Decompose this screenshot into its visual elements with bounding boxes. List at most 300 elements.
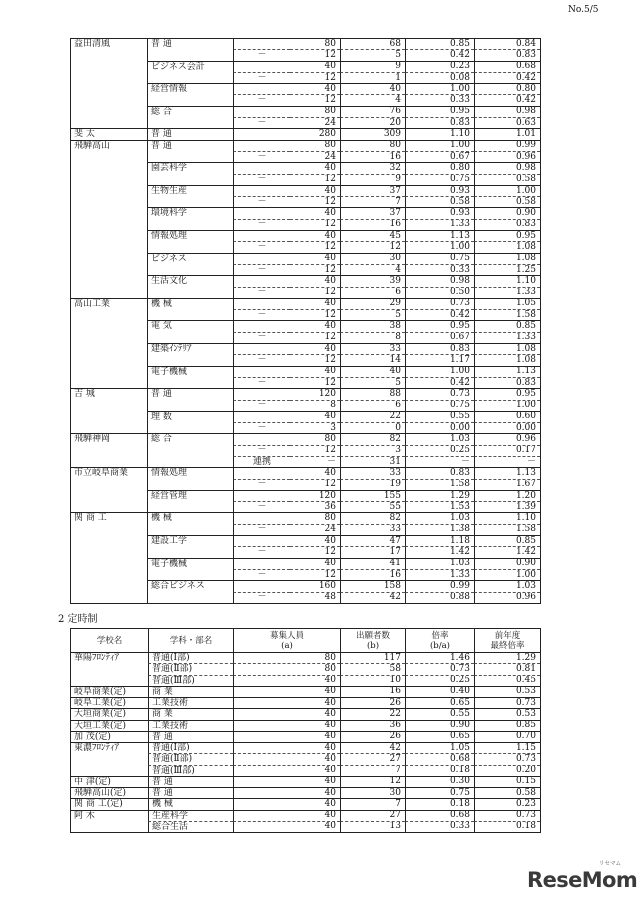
school-name-cell: 岐阜商業(定) (70, 686, 148, 697)
applicants-cell: 1 (340, 72, 405, 83)
department-cell: 普通(Ⅱ部) (148, 663, 233, 674)
prev-ratio-cell: 0.96 (474, 592, 540, 603)
capacity-cell: 40 (290, 61, 340, 72)
mark-cell (233, 128, 290, 139)
prev-ratio-cell: 1.05 (474, 298, 540, 309)
applicants-cell: 26 (340, 731, 405, 742)
applicants-cell: 29 (340, 298, 405, 309)
applicants-cell: 31 (340, 456, 405, 467)
prev-ratio-cell: 1.15 (474, 742, 540, 753)
ratio-cell: 0.68 (405, 753, 474, 764)
ratio-cell: 0.67 (405, 151, 474, 162)
applicants-cell: 10 (340, 675, 405, 686)
capacity-cell: 120 (290, 388, 340, 399)
capacity-cell: 12 (290, 174, 340, 185)
mark-cell: － (233, 479, 290, 490)
prev-ratio-cell: 0.23 (474, 798, 540, 809)
header-applicants (340, 628, 405, 652)
prev-ratio-cell: － (474, 456, 540, 467)
capacity-cell: 40 (290, 298, 340, 309)
ratio-cell: 0.23 (405, 61, 474, 72)
applicants-cell: 16 (340, 151, 405, 162)
table-body (70, 652, 540, 832)
capacity-cell: 80 (233, 652, 340, 663)
ratio-cell: 1.03 (405, 512, 474, 523)
mark-cell: － (233, 445, 290, 456)
prev-ratio-cell: 1.39 (474, 501, 540, 512)
table-row (70, 298, 540, 309)
school-name-cell: 斐 太 (70, 128, 147, 139)
prev-ratio-cell: 0.60 (474, 411, 540, 422)
ratio-cell: 0.67 (405, 332, 474, 343)
mark-cell (233, 207, 290, 218)
capacity-cell: 12 (290, 354, 340, 365)
prev-ratio-cell: 0.98 (474, 162, 540, 173)
ratio-cell: 1.33 (405, 219, 474, 230)
prev-ratio-cell: 0.15 (474, 776, 540, 787)
prev-ratio-cell: 1.08 (474, 343, 540, 354)
prev-ratio-cell: 1.08 (474, 241, 540, 252)
prev-ratio-cell: 1.58 (474, 524, 540, 535)
ratio-cell: 1.05 (405, 742, 474, 753)
mark-cell: － (233, 569, 290, 580)
mark-cell: － (233, 49, 290, 60)
table-row (70, 128, 540, 139)
applicants-cell: 41 (340, 558, 405, 569)
table-row (70, 708, 540, 719)
capacity-cell: 40 (290, 275, 340, 286)
applicants-cell: 3 (340, 445, 405, 456)
school-name-cell: 岐阜工業(定) (70, 697, 148, 708)
prev-ratio-cell: 0.53 (474, 708, 540, 719)
ratio-cell: 0.88 (405, 592, 474, 603)
department-cell: 情報処理 (147, 230, 233, 253)
capacity-cell: － (290, 456, 340, 467)
header-capacity (233, 628, 340, 652)
capacity-cell: 12 (290, 309, 340, 320)
capacity-cell: 40 (233, 765, 340, 776)
prev-ratio-cell: 0.73 (474, 810, 540, 821)
department-cell: 総 合 (147, 106, 233, 129)
ratio-cell: 1.00 (405, 140, 474, 151)
prev-ratio-cell: 1.67 (474, 479, 540, 490)
ratio-cell: 0.55 (405, 708, 474, 719)
mark-cell: － (233, 524, 290, 535)
applicants-cell: 7 (340, 798, 405, 809)
applicants-cell: 80 (340, 140, 405, 151)
capacity-cell: 40 (233, 720, 340, 731)
ratio-cell: 1.03 (405, 433, 474, 444)
applicants-cell: 33 (340, 467, 405, 478)
capacity-cell: 12 (290, 546, 340, 557)
capacity-cell: 40 (233, 821, 340, 832)
school-name-cell: 高山工業 (70, 298, 147, 388)
ratio-cell: 0.83 (405, 117, 474, 128)
school-name-cell: 飛騨高山 (70, 140, 147, 298)
department-cell: 普通(Ⅰ部) (148, 742, 233, 753)
mark-cell: － (233, 546, 290, 557)
ratio-cell: 1.18 (405, 535, 474, 546)
capacity-cell: 40 (290, 411, 340, 422)
mark-cell: － (233, 241, 290, 252)
applicants-cell: 7 (340, 196, 405, 207)
ratio-cell: 0.73 (405, 298, 474, 309)
capacity-cell: 12 (290, 241, 340, 252)
school-name-cell: 関 商 工 (70, 512, 147, 602)
ratio-cell: 1.17 (405, 354, 474, 365)
capacity-cell: 40 (233, 753, 340, 764)
applicants-cell: 17 (340, 546, 405, 557)
prev-ratio-cell: 1.33 (474, 287, 540, 298)
prev-ratio-cell: 0.98 (474, 106, 540, 117)
capacity-cell: 280 (290, 128, 340, 139)
department-cell: 普通(Ⅱ部) (148, 753, 233, 764)
capacity-cell: 160 (290, 580, 340, 591)
school-name-cell: 吉 城 (70, 388, 147, 433)
school-name-cell: 関 商 工(定) (70, 798, 148, 809)
department-cell: 機 械 (148, 798, 233, 809)
header-applicants-unit: (b) (366, 640, 380, 651)
applicants-cell: 42 (340, 742, 405, 753)
applicants-cell: 12 (340, 776, 405, 787)
prev-ratio-cell: 0.90 (474, 558, 540, 569)
prev-ratio-cell: 1.58 (474, 309, 540, 320)
header-school-label: 学校名 (96, 635, 123, 646)
ratio-cell: 0.99 (405, 580, 474, 591)
capacity-cell: 40 (290, 230, 340, 241)
capacity-cell: 40 (233, 787, 340, 798)
department-cell: 総合生活 (148, 821, 233, 832)
ratio-cell: 0.98 (405, 275, 474, 286)
school-name-cell: 中 津(定) (70, 776, 148, 787)
ratio-cell: 1.03 (405, 558, 474, 569)
ratio-cell: 0.30 (405, 776, 474, 787)
applicants-cell: 7 (340, 765, 405, 776)
school-name-cell: 市立岐阜商業 (70, 467, 147, 512)
mark-cell: － (233, 94, 290, 105)
mark-cell: － (233, 501, 290, 512)
mark-cell: － (233, 219, 290, 230)
capacity-cell: 36 (290, 501, 340, 512)
capacity-cell: 40 (290, 366, 340, 377)
capacity-cell: 12 (290, 94, 340, 105)
department-cell: 普 通 (147, 388, 233, 411)
capacity-cell: 8 (290, 400, 340, 411)
ratio-cell: 0.08 (405, 72, 474, 83)
table-body (70, 38, 540, 603)
applicants-cell: 14 (340, 354, 405, 365)
applicants-cell: 45 (340, 230, 405, 241)
section-title: 2 定時制 (58, 614, 98, 625)
ratio-cell: 0.42 (405, 309, 474, 320)
header-capacity-unit: (a) (281, 640, 293, 651)
table-row (70, 720, 540, 731)
capacity-cell: 40 (233, 708, 340, 719)
applicants-cell: 68 (340, 38, 405, 49)
logo-kana: リセマム (599, 861, 621, 867)
ratio-cell: 0.18 (405, 765, 474, 776)
mark-cell: 連携 (233, 456, 290, 467)
mark-cell (233, 490, 290, 501)
capacity-cell: 40 (290, 162, 340, 173)
applicants-cell: 0 (340, 422, 405, 433)
prev-ratio-cell: 1.00 (474, 185, 540, 196)
capacity-cell: 40 (233, 810, 340, 821)
table-row (70, 798, 540, 809)
department-cell: 工業技術 (148, 697, 233, 708)
table-row (70, 433, 540, 444)
capacity-cell: 40 (290, 558, 340, 569)
capacity-cell: 80 (233, 663, 340, 674)
prev-ratio-cell: 1.20 (474, 490, 540, 501)
prev-ratio-cell: 0.18 (474, 821, 540, 832)
table-row (70, 388, 540, 399)
school-name-cell: 飛騨神岡 (70, 433, 147, 467)
mark-cell: － (233, 422, 290, 433)
ratio-cell: 0.75 (405, 174, 474, 185)
applicants-cell: 155 (340, 490, 405, 501)
department-cell: 普通(Ⅰ部) (148, 652, 233, 663)
applicants-cell: 13 (340, 821, 405, 832)
prev-ratio-cell: 0.85 (474, 535, 540, 546)
capacity-cell: 40 (233, 798, 340, 809)
applicants-cell: 158 (340, 580, 405, 591)
department-cell: 商 業 (148, 686, 233, 697)
prev-ratio-cell: 0.00 (474, 422, 540, 433)
school-name-cell: 大垣商業(定) (70, 708, 148, 719)
header-ratio-unit: (b/a) (429, 640, 450, 651)
applicants-cell: 22 (340, 411, 405, 422)
ratio-cell: 0.80 (405, 162, 474, 173)
mark-cell: － (233, 309, 290, 320)
school-name-cell: 益田清風 (70, 38, 147, 128)
ratio-cell: 0.65 (405, 731, 474, 742)
mark-cell: － (233, 196, 290, 207)
ratio-cell: 0.18 (405, 798, 474, 809)
mark-cell (233, 162, 290, 173)
applicants-cell: 40 (340, 366, 405, 377)
prev-ratio-cell: 0.73 (474, 697, 540, 708)
department-cell: 普 通 (147, 128, 233, 139)
prev-ratio-cell: 0.80 (474, 83, 540, 94)
applicants-cell: 9 (340, 61, 405, 72)
table-row (70, 731, 540, 742)
ratio-cell: 1.29 (405, 490, 474, 501)
applicants-cell: 4 (340, 264, 405, 275)
ratio-cell: 1.42 (405, 546, 474, 557)
applicants-cell: 88 (340, 388, 405, 399)
applicants-cell: 33 (340, 343, 405, 354)
table-row (70, 140, 540, 151)
ratio-cell: 0.33 (405, 264, 474, 275)
prev-ratio-cell: 1.33 (474, 332, 540, 343)
applicants-cell: 30 (340, 253, 405, 264)
applicants-cell: 16 (340, 686, 405, 697)
department-cell: 工業技術 (148, 720, 233, 731)
capacity-cell: 12 (290, 219, 340, 230)
mark-cell (233, 320, 290, 331)
prev-ratio-cell: 1.08 (474, 253, 540, 264)
ratio-cell: 0.83 (405, 467, 474, 478)
ratio-cell: 1.33 (405, 569, 474, 580)
department-cell: 経営管理 (147, 490, 233, 513)
header-row (70, 628, 540, 652)
header-applicants-label: 出願者数 (355, 630, 390, 641)
applicants-cell: 76 (340, 106, 405, 117)
prev-ratio-cell: 0.63 (474, 117, 540, 128)
applicants-cell: 16 (340, 219, 405, 230)
ratio-cell: 1.46 (405, 652, 474, 663)
applicants-cell: 26 (340, 697, 405, 708)
header-department (148, 628, 233, 652)
mark-cell: － (233, 354, 290, 365)
mark-cell (233, 185, 290, 196)
capacity-cell: 40 (290, 467, 340, 478)
prev-ratio-cell: 0.95 (474, 388, 540, 399)
department-cell: 総合ビジネス (147, 580, 233, 603)
applicants-cell: 27 (340, 810, 405, 821)
capacity-cell: 40 (290, 343, 340, 354)
department-cell: 建設工学 (147, 535, 233, 558)
prev-ratio-cell: 1.29 (474, 652, 540, 663)
applicants-cell: 4 (340, 94, 405, 105)
capacity-cell: 24 (290, 151, 340, 162)
department-cell: 総 合 (147, 433, 233, 467)
applicants-cell: 20 (340, 117, 405, 128)
ratio-cell: 0.95 (405, 106, 474, 117)
capacity-cell: 40 (290, 185, 340, 196)
department-cell: 普 通 (148, 776, 233, 787)
ratio-cell: 0.73 (405, 663, 474, 674)
mark-cell: － (233, 377, 290, 388)
prev-ratio-cell: 1.00 (474, 400, 540, 411)
applicants-cell: 32 (340, 162, 405, 173)
applicants-cell: 37 (340, 185, 405, 196)
department-cell: 園芸科学 (147, 162, 233, 185)
table-row (70, 697, 540, 708)
ratio-cell: 0.75 (405, 253, 474, 264)
prev-ratio-cell: 0.99 (474, 140, 540, 151)
capacity-cell: 40 (233, 742, 340, 753)
applicants-cell: 5 (340, 49, 405, 60)
table-row (70, 652, 540, 663)
applicants-cell: 39 (340, 275, 405, 286)
applicants-cell: 9 (340, 174, 405, 185)
ratio-cell: 0.33 (405, 94, 474, 105)
ratio-cell: 0.93 (405, 207, 474, 218)
ratio-cell: 1.00 (405, 83, 474, 94)
ratio-cell: 0.93 (405, 185, 474, 196)
ratio-cell: 1.00 (405, 241, 474, 252)
header-department-label: 学科・部名 (169, 635, 213, 646)
applicants-cell: 36 (340, 720, 405, 731)
department-cell: 建築ｲﾝﾃﾘｱ (147, 343, 233, 366)
ratio-cell: 0.25 (405, 445, 474, 456)
mark-cell (233, 580, 290, 591)
department-cell: 普 通 (148, 787, 233, 798)
department-cell: 機 械 (147, 298, 233, 321)
header-prev-ratio-label-2: 最終倍率 (490, 640, 525, 651)
table-row (70, 787, 540, 798)
mark-cell (233, 61, 290, 72)
mark-cell (233, 512, 290, 523)
school-name-cell: 華陽ﾌﾛﾝﾃｨｱ (70, 652, 148, 686)
capacity-cell: 12 (290, 49, 340, 60)
capacity-cell: 80 (290, 140, 340, 151)
prev-ratio-cell: 0.58 (474, 196, 540, 207)
header-prev-ratio-label-1: 前年度 (494, 630, 521, 641)
table-row (70, 512, 540, 523)
capacity-cell: 24 (290, 117, 340, 128)
header-school (70, 628, 148, 652)
capacity-cell: 120 (290, 490, 340, 501)
prev-ratio-cell: 1.00 (474, 569, 540, 580)
table-row (70, 686, 540, 697)
school-name-cell: 加 茂(定) (70, 731, 148, 742)
prev-ratio-cell: 1.13 (474, 467, 540, 478)
capacity-cell: 24 (290, 524, 340, 535)
mark-cell (233, 275, 290, 286)
capacity-cell: 12 (290, 196, 340, 207)
mark-cell (233, 230, 290, 241)
capacity-cell: 40 (290, 207, 340, 218)
capacity-cell: 80 (290, 512, 340, 523)
applicants-cell: 16 (340, 569, 405, 580)
mark-cell (233, 253, 290, 264)
capacity-cell: 12 (290, 287, 340, 298)
ratio-cell: 0.85 (405, 38, 474, 49)
prev-ratio-cell: 1.13 (474, 366, 540, 377)
table-row (70, 742, 540, 753)
mark-cell (233, 83, 290, 94)
school-name-cell: 大垣工業(定) (70, 720, 148, 731)
department-cell: 普通(Ⅲ部) (148, 675, 233, 686)
ratio-cell: 1.00 (405, 366, 474, 377)
ratio-cell: 0.42 (405, 49, 474, 60)
mark-cell: － (233, 400, 290, 411)
department-cell: 経営情報 (147, 83, 233, 106)
applicants-cell: 117 (340, 652, 405, 663)
mark-cell (233, 343, 290, 354)
ratio-cell: 0.95 (405, 320, 474, 331)
ratio-cell: 0.50 (405, 287, 474, 298)
prev-ratio-cell: 1.25 (474, 264, 540, 275)
capacity-cell: 12 (290, 445, 340, 456)
header-ratio (405, 628, 474, 652)
department-cell: 電子機械 (147, 558, 233, 581)
prev-ratio-cell: 0.20 (474, 765, 540, 776)
department-cell: 情報処理 (147, 467, 233, 490)
mark-cell (233, 558, 290, 569)
ratio-cell: 0.90 (405, 720, 474, 731)
capacity-cell: 40 (233, 686, 340, 697)
ratio-cell: 1.10 (405, 128, 474, 139)
mark-cell (233, 106, 290, 117)
mark-cell (233, 38, 290, 49)
table-row (70, 810, 540, 821)
ratio-cell: 0.25 (405, 675, 474, 686)
prev-ratio-cell: 1.10 (474, 512, 540, 523)
header-ratio-label: 倍率 (431, 630, 449, 641)
capacity-cell: 80 (290, 433, 340, 444)
applicants-cell: 33 (340, 524, 405, 535)
applicants-cell: 42 (340, 592, 405, 603)
prev-ratio-cell: 0.83 (474, 377, 540, 388)
prev-ratio-cell: 0.95 (474, 230, 540, 241)
applicants-cell: 40 (340, 83, 405, 94)
school-name-cell: 阿 木 (70, 810, 148, 833)
prev-ratio-cell: 0.83 (474, 49, 540, 60)
